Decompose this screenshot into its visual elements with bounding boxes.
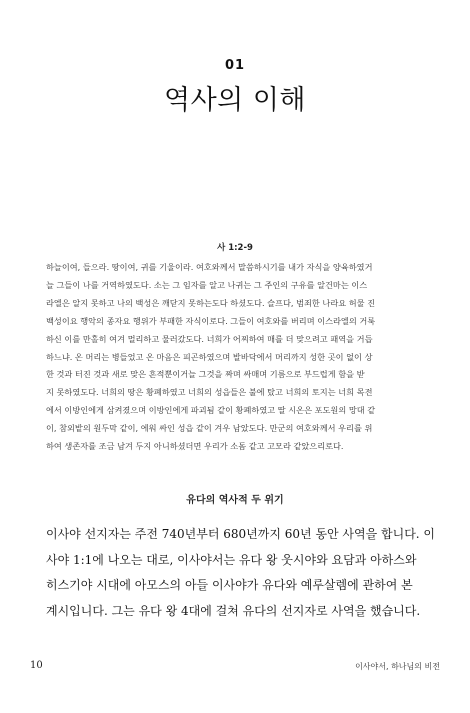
body-line: 사야 1:1에 나오는 대로, 이사야서는 유다 왕 웃시야와 요담과 아하스와	[46, 552, 417, 567]
passage-line: 하여 생존자를 조금 남겨 두지 아니하셨더면 우리가 소돔 같고 고모라 같았으리로다.	[46, 441, 344, 452]
running-title: 이사야서, 하나님의 비전	[355, 662, 440, 671]
passage-line: 늘 그들이 나를 거역하였도다. 소는 그 임자를 알고 나귀는 그 주인의 구유를 알건마는 이스	[46, 279, 368, 290]
chapter-number: 01	[224, 58, 246, 73]
passage-line: 백성이요 행악의 종자요 행위가 부패한 자식이로다. 그들이 여호와를 버리며 이스라엘의 거룩	[46, 315, 376, 326]
passage-reference: 사 1:2-9	[217, 243, 253, 253]
section-heading: 유다의 역사적 두 위기	[186, 495, 284, 506]
passage-line: 하늘이여, 들으라. 땅이여, 귀를 기울이라. 여호와께서 말씀하시기를 내가 자식을 양육하였거	[46, 262, 373, 272]
body-paragraph	[46, 522, 438, 624]
passage-line: 에서 이방인에게 삼켜졌으며 이방인에게 파괴됨 같이 황폐하였고 딸 시온은 포도원의 망대 같	[46, 405, 376, 416]
page-number: 10	[30, 660, 43, 671]
passage-line: 하신 이를 만홀히 여겨 멀리하고 물러갔도다. 너희가 어찌하여 매를 더 맞으려고 패역을 거듭	[46, 333, 373, 344]
passage-line: 라엘은 알지 못하고 나의 백성은 깨닫지 못하는도다 하셨도다. 슬프다, 범죄한 나라요 허물 진	[46, 297, 376, 308]
passage-line: 지 못하였도다. 너희의 땅은 황폐하였고 너희의 성읍들은 불에 탔고 너희의 토지는 너희 목전	[46, 387, 373, 398]
body-line: 히스기야 시대에 아모스의 아들 이사야가 유다와 예루살렘에 관하여 본	[46, 578, 413, 592]
body-line: 계시입니다. 그는 유다 왕 4대에 걸쳐 유다의 선지자로 사역을 했습니다.	[46, 603, 421, 618]
passage-line: 하느냐. 온 머리는 병들었고 온 마음은 피곤하였으며 발바닥에서 머리까지 성한 곳이 없이 상	[46, 351, 373, 362]
chapter-title: 역사의 이해	[164, 85, 306, 116]
scripture-passage	[46, 259, 438, 456]
passage-line: 한 것과 터진 것과 새로 맞은 흔적뿐이거늘 그것을 짜며 싸매며 기름으로 부드럽게 함을 받	[46, 369, 365, 380]
body-line: 이사야 선지자는 주전 740년부터 680년까지 60년 동안 사역을 합니다. 이	[46, 527, 436, 541]
passage-line: 이, 참외밭의 원두막 같이, 에워 싸인 성읍 같이 겨우 남았도다. 만군의 여호와께서 우리를 위	[46, 423, 373, 434]
